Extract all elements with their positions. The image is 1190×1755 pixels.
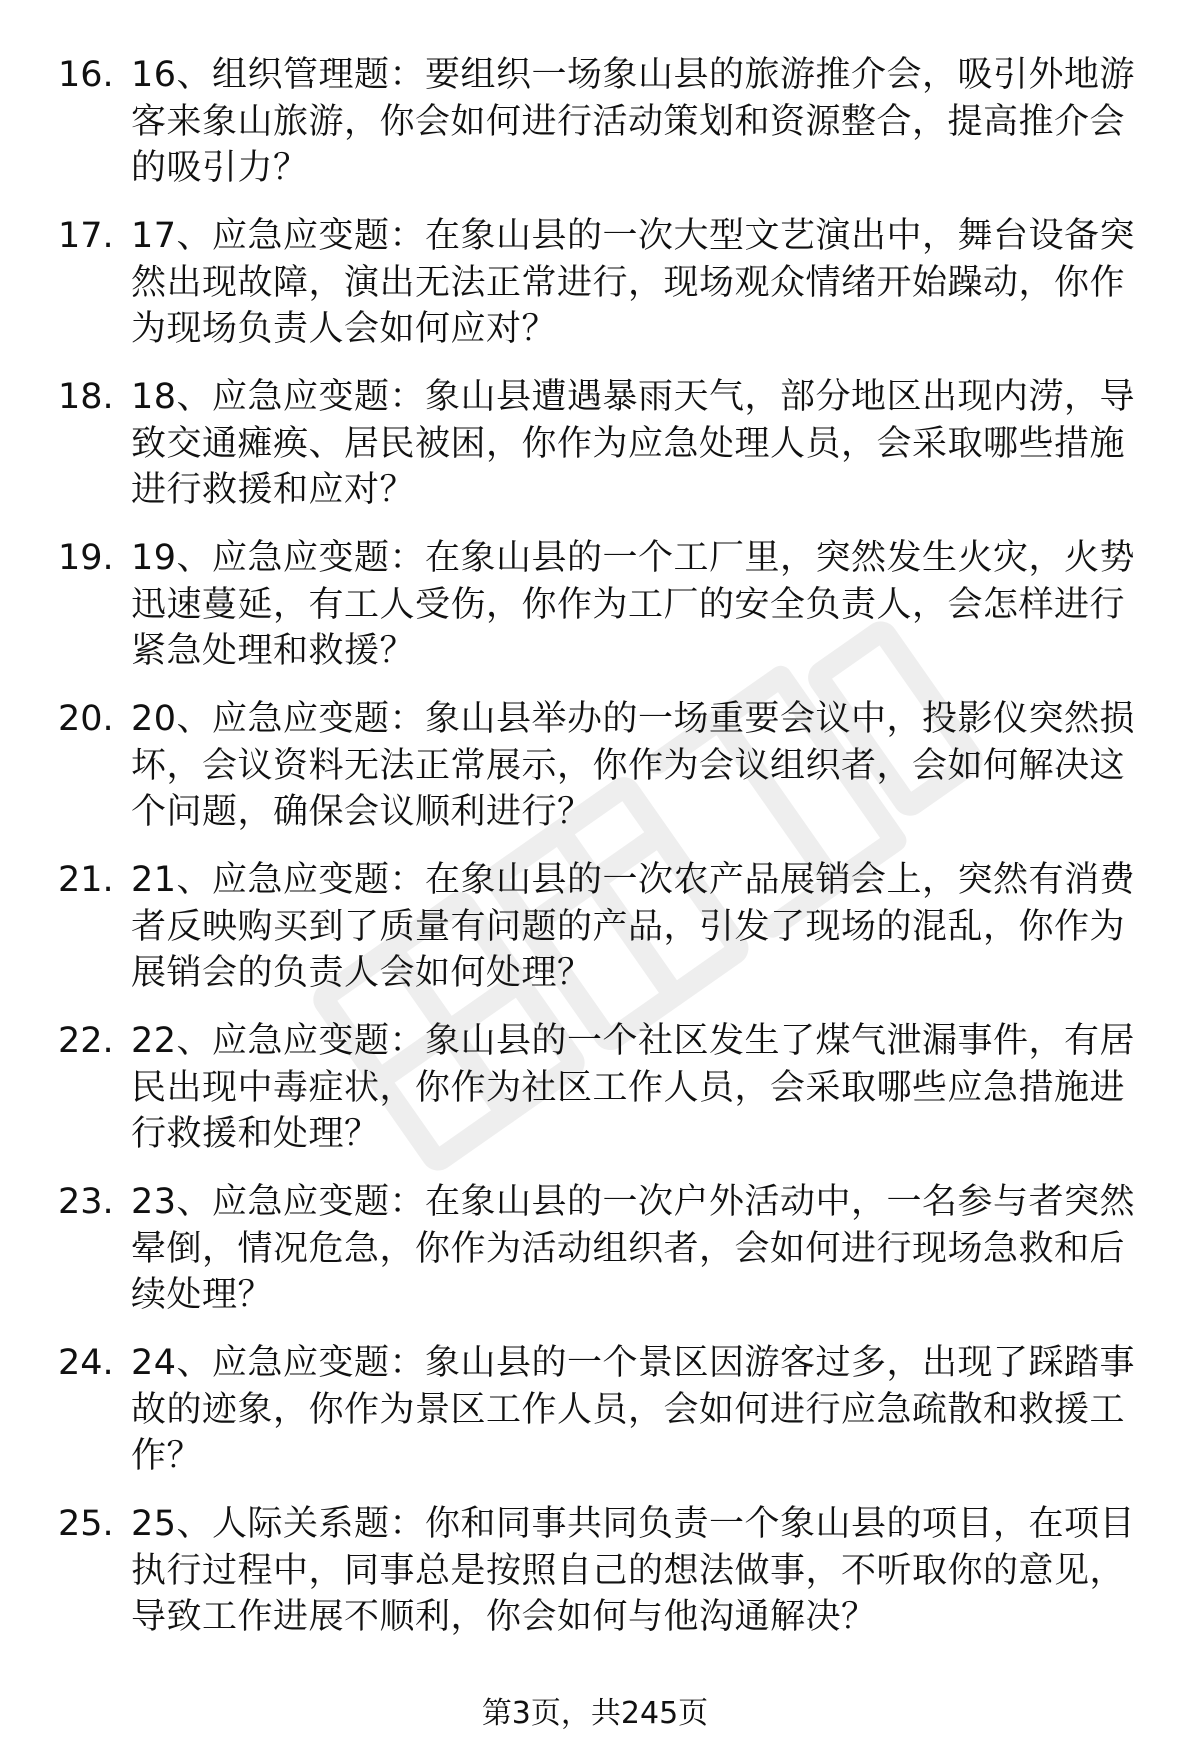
- question-list: [0, 52, 1190, 1662]
- list-item: [0, 696, 1190, 841]
- item-text: 21、应急应变题：在象山县的一次农产品展销会上，突然有消费者反映购买到了质量有问题的产品，引发了现场的混乱，你作为展销会的负责人会如何处理？: [131, 860, 1136, 993]
- list-item: [0, 213, 1190, 358]
- list-item: [0, 52, 1190, 197]
- item-number: 23.: [58, 1182, 114, 1222]
- item-text: 25、人际关系题：你和同事共同负责一个象山县的项目，在项目执行过程中，同事总是按照自己的想法做事，不听取你的意见，导致工作进展不顺利，你会如何与他沟通解决？: [131, 1504, 1136, 1637]
- item-text: 20、应急应变题：象山县举办的一场重要会议中，投影仪突然损坏，会议资料无法正常展示，你作为会议组织者，会如何解决这个问题，确保会议顺利进行？: [131, 699, 1136, 832]
- item-text: 16、组织管理题：要组织一场象山县的旅游推介会，吸引外地游客来象山旅游，你会如何进行活动策划和资源整合，提高推介会的吸引力？: [131, 55, 1136, 188]
- item-number: 21.: [58, 860, 114, 900]
- page-number-footer: 第3页，共245页: [481, 1696, 709, 1731]
- item-number: 18.: [58, 377, 114, 417]
- item-number: 19.: [58, 538, 114, 578]
- list-item: [0, 1501, 1190, 1646]
- list-item: [0, 1018, 1190, 1163]
- item-number: 20.: [58, 699, 114, 739]
- item-number: 25.: [58, 1504, 114, 1544]
- item-text: 17、应急应变题：在象山县的一次大型文艺演出中，舞台设备突然出现故障，演出无法正常进行，现场观众情绪开始躁动，你作为现场负责人会如何应对？: [131, 216, 1136, 349]
- list-item: [0, 1340, 1190, 1485]
- item-number: 24.: [58, 1343, 114, 1383]
- list-item: [0, 535, 1190, 680]
- item-text: 19、应急应变题：在象山县的一个工厂里，突然发生火灾，火势迅速蔓延，有工人受伤，你作为工厂的安全负责人，会怎样进行紧急处理和救援？: [131, 538, 1136, 671]
- list-item: [0, 374, 1190, 519]
- item-number: 17.: [58, 216, 114, 256]
- item-number: 22.: [58, 1021, 114, 1061]
- item-number: 16.: [58, 55, 114, 95]
- item-text: 24、应急应变题：象山县的一个景区因游客过多，出现了踩踏事故的迹象，你作为景区工作人员，会如何进行应急疏散和救援工作？: [131, 1343, 1136, 1476]
- item-text: 23、应急应变题：在象山县的一次户外活动中，一名参与者突然晕倒，情况危急，你作为活动组织者，会如何进行现场急救和后续处理？: [131, 1182, 1136, 1315]
- item-text: 22、应急应变题：象山县的一个社区发生了煤气泄漏事件，有居民出现中毒症状，你作为社区工作人员，会采取哪些应急措施进行救援和处理？: [131, 1021, 1136, 1154]
- item-text: 18、应急应变题：象山县遭遇暴雨天气，部分地区出现内涝，导致交通瘫痪、居民被困，你作为应急处理人员，会采取哪些措施进行救援和应对？: [131, 377, 1136, 510]
- list-item: [0, 857, 1190, 1002]
- list-item: [0, 1179, 1190, 1324]
